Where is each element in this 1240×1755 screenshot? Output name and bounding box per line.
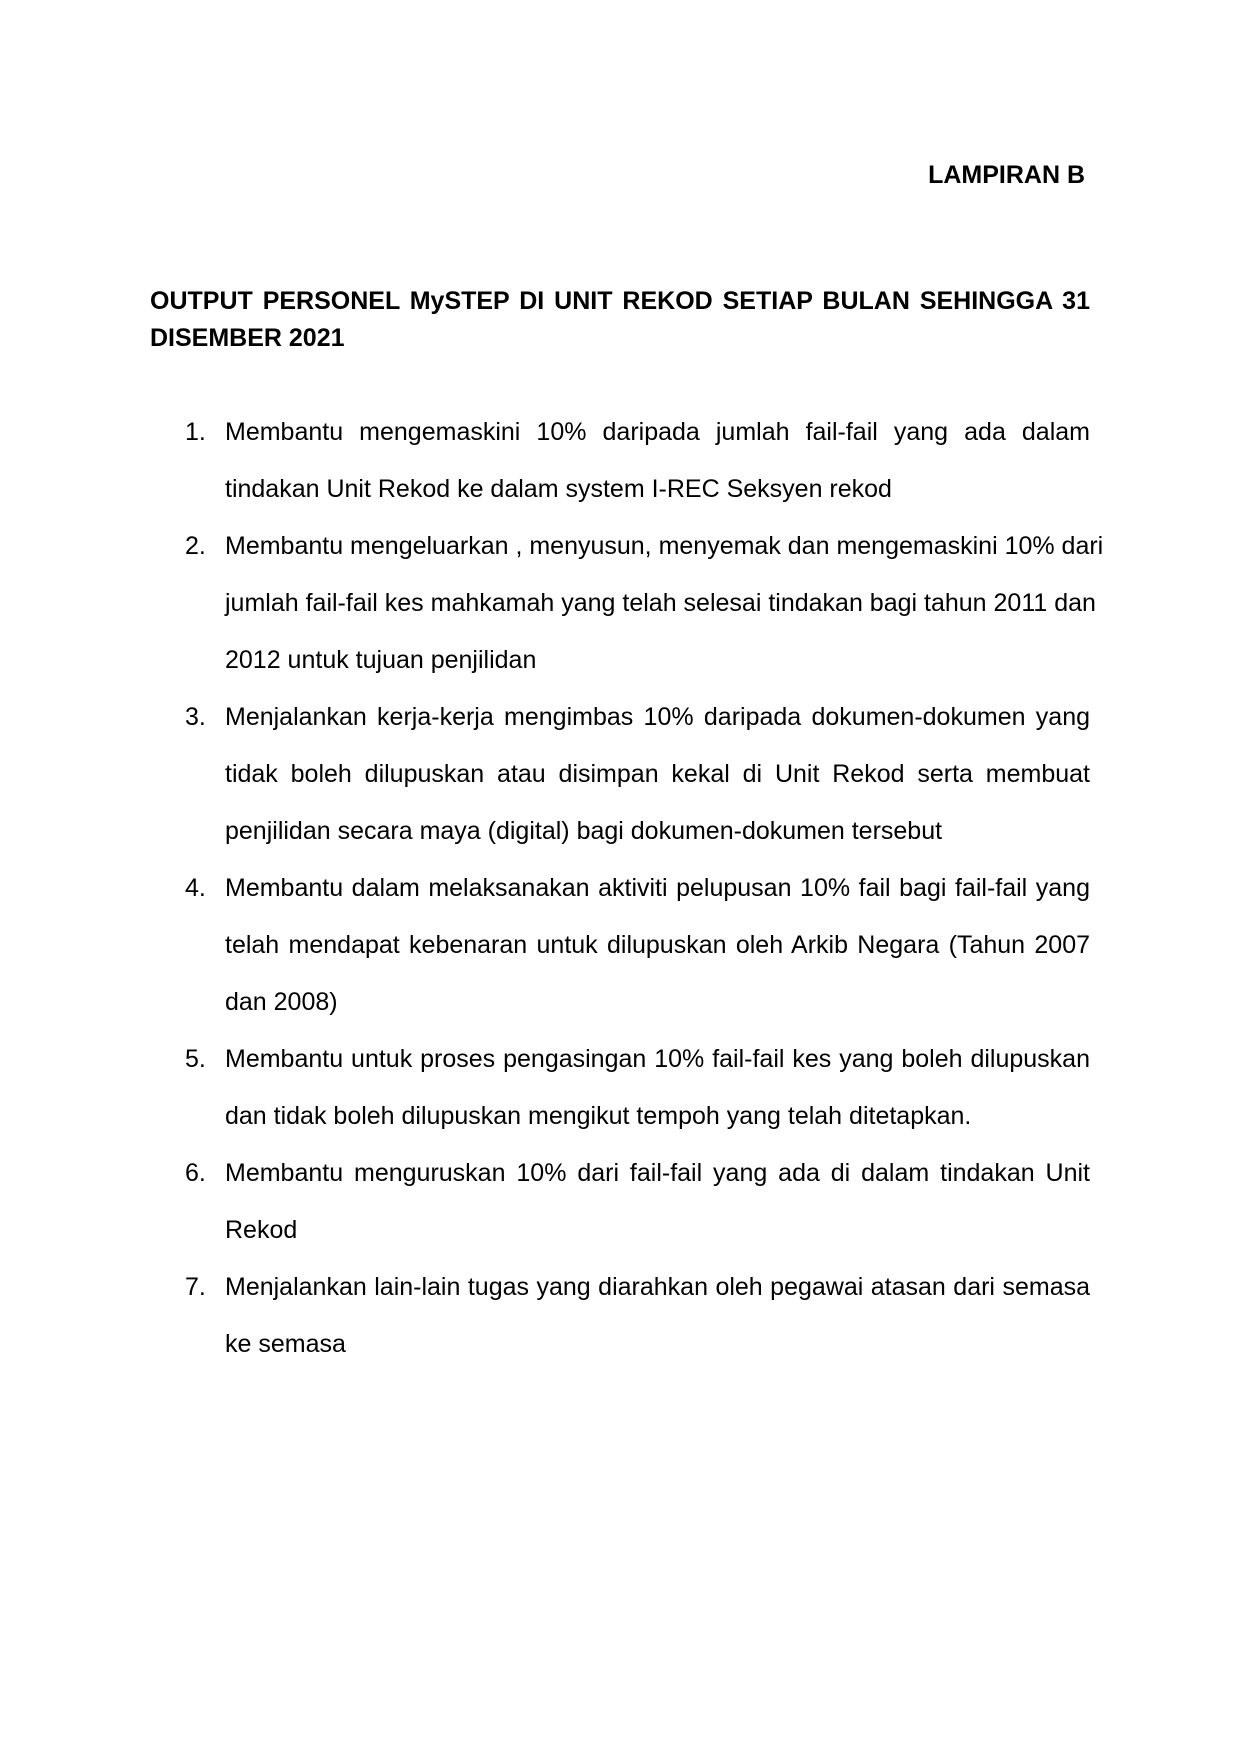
list-item-line: Menjalankan lain-lain tugas yang diarahkan oleh pegawai atasan dari semasa (225, 1273, 1090, 1301)
list-item-number: 2. (185, 532, 206, 560)
document-title (150, 283, 1090, 357)
list-item-number: 3. (185, 703, 206, 731)
list-item (150, 518, 1104, 689)
list-item-number: 4. (185, 874, 206, 902)
list-item-line: penjilidan secara maya (digital) bagi dokumen-dokumen tersebut (225, 817, 943, 845)
list-item-number: 1. (185, 418, 206, 446)
list-item-line: Membantu menguruskan 10% dari fail-fail yang ada di dalam tindakan Unit (225, 1159, 1090, 1187)
appendix-label: LAMPIRAN B (928, 161, 1085, 189)
list-item-line: dan tidak boleh dilupuskan mengikut tempoh yang telah ditetapkan. (225, 1102, 972, 1130)
list-item-line: Membantu dalam melaksanakan aktiviti pelupusan 10% fail bagi fail-fail yang (225, 874, 1090, 902)
document-title-line: OUTPUT PERSONEL MySTEP DI UNIT REKOD SETIAP BULAN SEHINGGA 31 (150, 287, 1090, 315)
list-item-line: Menjalankan kerja-kerja mengimbas 10% daripada dokumen-dokumen yang (225, 703, 1090, 731)
list-item-line: ke semasa (225, 1330, 346, 1358)
list-item-line: jumlah fail-fail kes mahkamah yang telah selesai tindakan bagi tahun 2011 dan (225, 589, 1096, 617)
list-item-number: 5. (185, 1045, 206, 1073)
document-title-line: DISEMBER 2021 (150, 324, 345, 352)
list-item (150, 1259, 1090, 1373)
list-item (150, 1031, 1090, 1145)
task-list (150, 404, 1104, 1373)
list-item-line: tidak boleh dilupuskan atau disimpan kekal di Unit Rekod serta membuat (225, 760, 1090, 788)
list-item (150, 404, 1090, 518)
list-item (150, 860, 1090, 1031)
list-item-line: Membantu untuk proses pengasingan 10% fail-fail kes yang boleh dilupuskan (225, 1045, 1090, 1073)
list-item-line: tindakan Unit Rekod ke dalam system I-REC Seksyen rekod (225, 475, 892, 503)
list-item-number: 7. (185, 1273, 206, 1301)
list-item-number: 6. (185, 1159, 206, 1187)
list-item-line: Membantu mengeluarkan , menyusun, menyemak dan mengemaskini 10% dari (225, 532, 1104, 560)
list-item-line: Membantu mengemaskini 10% daripada jumlah fail-fail yang ada dalam (225, 418, 1090, 446)
list-item-line: Rekod (225, 1216, 298, 1244)
list-item-line: telah mendapat kebenaran untuk dilupuskan oleh Arkib Negara (Tahun 2007 (225, 931, 1090, 959)
list-item-line: 2012 untuk tujuan penjilidan (225, 646, 537, 674)
list-item-line: dan 2008) (225, 988, 338, 1016)
list-item (150, 689, 1090, 860)
list-item (150, 1145, 1090, 1259)
